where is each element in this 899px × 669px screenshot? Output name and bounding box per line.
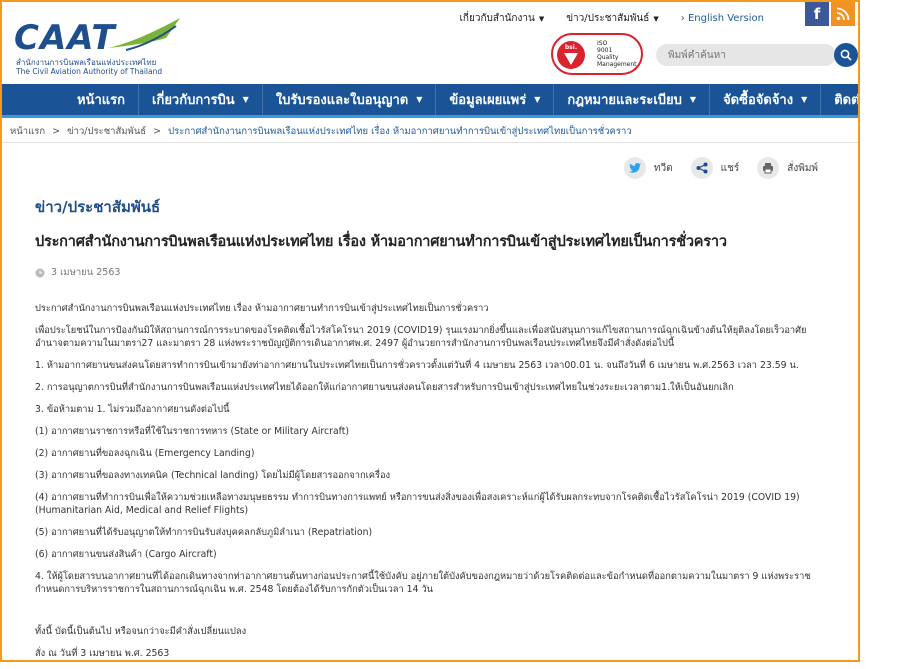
top-nav-news[interactable]: ข่าว/ประชาสัมพันธ์ ▼ [566,13,659,24]
divider [0,142,860,143]
signed-date: สั่ง ณ วันที่ 3 เมษายน พ.ศ. 2563 [35,648,170,659]
share-icon [691,157,713,179]
main-nav [0,84,887,118]
paragraph: (2) อากาศยานที่ขอลงฉุกเฉิน (Emergency Landing) [35,448,255,459]
english-version-link[interactable]: › English Version [680,13,764,24]
main-nav-aviation[interactable]: เกี่ยวกับการบิน ▼ [139,84,263,115]
paragraph: (1) อากาศยานราชการหรือที่ใช้ในราชการทหาร (State or Military Aircraft) [35,426,350,437]
share-button[interactable]: แชร์ [691,157,740,179]
facebook-icon[interactable]: f [805,2,829,26]
closing-paragraph: ทั้งนี้ บัดนี้เป็นต้นไป หรือจนกว่าจะมีคำสั่งเปลี่ยนแปลง [35,626,247,637]
caret-down-icon: ▼ [416,95,423,104]
caret-down-icon: ▼ [689,95,697,104]
logo-wordmark: CAAT [14,18,116,58]
paragraph: (4) อากาศยานที่ทำการบินเพื่อให้ความช่วยเหลือทางมนุษยธรรม ทำการบินทางการแพทย์ หรือการขนส่งสิ่งของเพื่อสงเคราะห์แก่ผู้ได้รับผลกระทบจากโรคติดเชื้อไวรัสโคโรน่า 2019 (COVID 19) (Humanitarian Aid, Medical and Relief Flights) [35,492,800,516]
bsi-logo-icon [556,38,586,70]
paragraph: 3. ข้อห้ามตาม 1. ไม่รวมถึงอากาศยานดังต่อไปนี้ [35,404,230,415]
search-button[interactable] [834,43,858,67]
rss-icon[interactable] [831,2,855,26]
iso-text: ISO 9001 Quality Management [597,40,637,68]
tweet-button[interactable]: ทวีต [624,157,673,179]
search-input[interactable] [656,44,836,66]
paragraph: (6) อากาศยานขนส่งสินค้า (Cargo Aircraft) [35,549,217,560]
main-nav-publications[interactable]: ข้อมูลเผยแพร่ ▼ [436,84,554,115]
social-links [805,2,855,26]
paragraph: 4. ให้ผู้โดยสารบนอากาศยานที่ได้ออกเดินทางจากท่าอากาศยานต้นทางก่อนประกาศนี้ใช้บังคับ อยู่ภายใต้บังคับของกฎหมายว่าด้วยโรคติดต่อและข้อกำหนดที่ออกตามความในมาตรา 9 แห่งพระราชกำหนดการบริหารราชการในสถานการณ์ฉุกเฉิน พ.ศ. 2548 โดยต้องได้รับการกักตัวเป็นเวลา 14 วัน [35,571,811,595]
article-title: ประกาศสำนักงานการบินพลเรือนแห่งประเทศไทย เรื่อง ห้ามอากาศยานทำการบินเข้าสู่ประเทศไทยเป็นการชั่วคราว [35,234,727,250]
printer-icon [757,157,779,179]
main-nav-licenses[interactable]: ใบรับรองและใบอนุญาต ▼ [263,84,437,115]
print-button[interactable]: สั่งพิมพ์ [757,157,818,179]
paragraph: 2. การอนุญาตการบินที่สำนักงานการบินพลเรือนแห่งประเทศไทยได้ออกให้แก่อากาศยานขนส่งคนโดยสารสำหรับการบินเข้าสู่ประเทศไทยในช่วงระยะเวลาตาม1.ให้เป็นอันยกเลิก [35,382,734,393]
main-nav-home[interactable]: หน้าแรก [64,84,139,115]
breadcrumb-separator: > [52,126,61,137]
caret-down-icon: ▼ [538,15,545,23]
clock-icon [35,268,45,278]
breadcrumb-separator: > [153,126,162,137]
logo-swoosh-icon [106,14,186,54]
iso-certification-badge [551,33,643,75]
breadcrumb [10,124,632,139]
caat-logo[interactable] [14,18,189,78]
top-nav-about[interactable]: เกี่ยวกับสำนักงาน ▼ [459,13,545,24]
site-header [0,0,860,84]
article-date: 3 เมษายน 2563 [35,265,825,280]
breadcrumb-current: ประกาศสำนักงานการบินพลเรือนแห่งประเทศไทย เรื่อง ห้ามอากาศยานทำการบินเข้าสู่ประเทศไทยเป็นการชั่วคราว [168,126,632,137]
caret-down-icon: ▼ [534,95,541,104]
breadcrumb-news[interactable]: ข่าว/ประชาสัมพันธ์ [67,126,147,137]
paragraph: (3) อากาศยานที่ขอลงทางเทคนิค (Technical landing) โดยไม่มีผู้โดยสารออกจากเครื่อง [35,470,391,481]
spacer [35,605,825,625]
breadcrumb-home[interactable]: หน้าแรก [10,126,46,137]
article [35,195,825,669]
chevron-right-icon: › [680,13,688,24]
logo-name-th: สำนักงานการบินพลเรือนแห่งประเทศไทย [16,58,157,67]
svg-text:bsi.: bsi. [564,44,578,51]
share-bar [624,157,818,179]
section-title: ข่าว/ประชาสัมพันธ์ [35,198,161,216]
twitter-icon [624,157,646,179]
caret-down-icon: ▼ [801,95,808,104]
paragraph: (5) อากาศยานที่ได้รับอนุญาตให้ทำการบินรับส่งบุคคลกลับภูมิลำเนา (Repatriation) [35,527,373,538]
paragraph: 1. ห้ามอากาศยานขนส่งคนโดยสารทำการบินเข้ามายังท่าอากาศยานในประเทศไทยเป็นการชั่วคราวตั้งแต่วันที่ 4 เมษายน 2563 เวลา00.01 น. จนถึงวันที่ 6 เมษายน พ.ศ.2563 เวลา 23.59 น. [35,360,799,371]
logo-name-en: The Civil Aviation Authority of Thailand [16,67,163,76]
main-nav-procurement[interactable]: จัดซื้อจัดจ้าง ▼ [710,84,821,115]
search-icon [840,49,852,61]
caret-down-icon: ▼ [653,15,659,23]
caret-down-icon: ▼ [242,95,249,104]
main-nav-laws[interactable]: กฎหมายและระเบียบ ▼ [554,84,710,115]
main-nav-contact[interactable]: ติดต่อเรา [834,93,887,108]
paragraph: เพื่อประโยชน์ในการป้องกันมิให้สถานการณ์การระบาดของโรคติดเชื้อไวรัสโคโรนา 2019 (COVID19) รุนแรงมากยิ่งขึ้นและเพื่อสนับสนุนการแก้ไขสถานการณ์ฉุกเฉินข้างต้นให้ยุติลงโดยเร็วอาศัยอำนาจตามความในมาตรา27 และมาตรา 28 แห่งพระราชบัญญัติการเดินอากาศพ.ศ. 2497 ผู้อำนวยการสำนักงานการบินพลเรือนประเทศไทยจึงมีคำสั่งดังต่อไปนี้ [35,325,807,349]
top-nav [460,11,764,26]
paragraph: ประกาศสำนักงานการบินพลเรือนแห่งประเทศไทย เรื่อง ห้ามอากาศยานทำการบินเข้าสู่ประเทศไทยเป็นการชั่วคราว [35,303,489,314]
article-body [35,302,825,660]
